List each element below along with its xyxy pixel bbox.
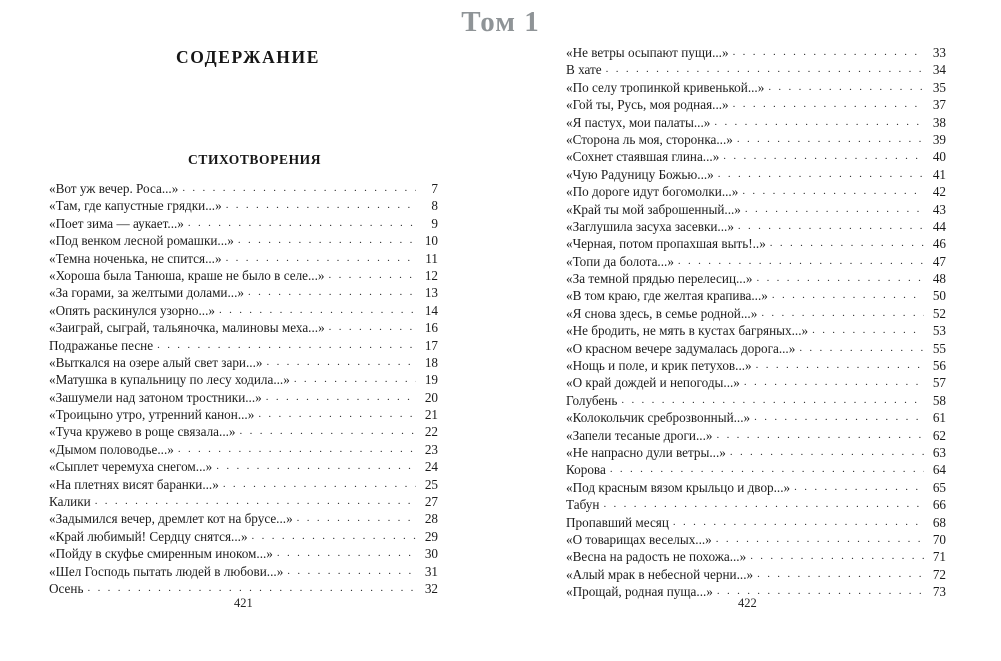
toc-entry: [566, 305, 946, 322]
toc-list-left: [49, 180, 438, 597]
dot-leader: [770, 235, 924, 252]
toc-entry: [566, 131, 946, 148]
dot-leader: [812, 322, 924, 339]
dot-leader: [266, 389, 416, 406]
dot-leader: [182, 180, 416, 197]
entry-title: «Туча кружево в роще связала...»: [49, 424, 236, 440]
toc-entry: [49, 354, 438, 371]
dot-leader: [266, 354, 416, 371]
entry-page: 47: [932, 253, 946, 269]
entry-title: «По дороге идут богомолки...»: [566, 184, 739, 200]
toc-entry: [566, 287, 946, 304]
toc-entry: [566, 496, 946, 513]
entry-title: «Зашумели над затоном тростники...»: [49, 389, 262, 405]
dot-leader: [745, 201, 924, 218]
entry-title: «Черная, потом пропахшая выть!..»: [566, 236, 766, 252]
dot-leader: [294, 371, 416, 388]
dot-leader: [794, 479, 924, 496]
entry-page: 23: [424, 441, 438, 457]
entry-page: 70: [932, 531, 946, 547]
dot-leader: [737, 131, 924, 148]
toc-entry: [49, 337, 438, 354]
entry-page: 62: [932, 427, 946, 443]
dot-leader: [188, 215, 416, 232]
entry-title: «По селу тропинкой кривенькой...»: [566, 79, 765, 95]
entry-page: 31: [424, 563, 438, 579]
entry-page: 55: [932, 340, 946, 356]
toc-entry: [49, 510, 438, 527]
dot-leader: [730, 444, 924, 461]
entry-title: «Под красным вязом крыльцо и двор...»: [566, 479, 791, 495]
dot-leader: [768, 79, 924, 96]
toc-entry: [566, 479, 946, 496]
dot-leader: [238, 232, 416, 249]
entry-page: 33: [932, 44, 946, 60]
entry-page: 18: [424, 354, 438, 370]
dot-leader: [761, 305, 924, 322]
entry-page: 22: [424, 424, 438, 440]
toc-entry: [49, 389, 438, 406]
entry-page: 48: [932, 271, 946, 287]
toc-entry: [566, 548, 946, 565]
entry-title: «Сторона ль моя, сторонка...»: [566, 131, 733, 147]
entry-title: «Шел Господь пытать людей в любови...»: [49, 563, 284, 579]
toc-entry: [566, 531, 946, 548]
dot-leader: [756, 357, 924, 374]
dot-leader: [226, 250, 416, 267]
entry-title: «Топи да болота...»: [566, 253, 674, 269]
entry-title: «Не ветры осыпают пущи...»: [566, 44, 729, 60]
entry-page: 58: [932, 392, 946, 408]
entry-page: 7: [431, 180, 438, 196]
entry-title: «О товарищах веселых...»: [566, 531, 712, 547]
entry-page: 53: [932, 323, 946, 339]
dot-leader: [248, 284, 416, 301]
entry-title: «Дымом половодье...»: [49, 441, 174, 457]
toc-entry: [49, 250, 438, 267]
dot-leader: [738, 218, 924, 235]
entry-page: 9: [431, 215, 438, 231]
dot-leader: [329, 319, 416, 336]
toc-entry: [566, 183, 946, 200]
toc-entry: [566, 374, 946, 391]
entry-title: «Выткался на озере алый свет зари...»: [49, 354, 263, 370]
dot-leader: [718, 166, 924, 183]
entry-page: 44: [932, 218, 946, 234]
toc-entry: [566, 166, 946, 183]
dot-leader: [733, 96, 924, 113]
entry-title: «Нощь и поле, и крик петухов...»: [566, 358, 752, 374]
dot-leader: [610, 461, 924, 478]
entry-page: 37: [932, 97, 946, 113]
entry-title: «За горами, за желтыми долами...»: [49, 285, 244, 301]
entry-page: 30: [424, 546, 438, 562]
entry-title: «Пойду в скуфье смиренным иноком...»: [49, 546, 273, 562]
entry-title: «Заглушила засуха засевки...»: [566, 218, 734, 234]
entry-page: 13: [424, 285, 438, 301]
entry-page: 8: [431, 198, 438, 214]
entry-page: 14: [424, 302, 438, 318]
entry-title: «Вот уж вечер. Роса...»: [49, 180, 179, 196]
dot-leader: [95, 493, 416, 510]
entry-page: 65: [932, 479, 946, 495]
dot-leader: [716, 427, 924, 444]
entry-page: 56: [932, 358, 946, 374]
entry-title: «Я снова здесь, в семье родной...»: [566, 305, 758, 321]
left-page: [0, 0, 500, 661]
entry-title: «Колокольчик среброзвонный...»: [566, 410, 751, 426]
entry-page: 46: [932, 236, 946, 252]
entry-page: 40: [932, 149, 946, 165]
section-heading: СТИХОТВОРЕНИЯ: [188, 152, 322, 167]
entry-page: 20: [424, 389, 438, 405]
dot-leader: [673, 514, 924, 531]
toc-entry: [566, 566, 946, 583]
dot-leader: [714, 114, 924, 131]
entry-title: Подражанье песне: [49, 337, 154, 353]
toc-entry: [49, 232, 438, 249]
toc-entry: [49, 545, 438, 562]
dot-leader: [252, 528, 416, 545]
dot-leader: [733, 44, 924, 61]
entry-page: 28: [424, 511, 438, 527]
toc-entry: [49, 180, 438, 197]
dot-leader: [757, 566, 924, 583]
toc-entry: [566, 61, 946, 78]
entry-page: 72: [932, 566, 946, 582]
page-number-left: 421: [234, 596, 253, 610]
dot-leader: [744, 374, 924, 391]
entry-page: 39: [932, 131, 946, 147]
entry-title: «Весна на радость не похожа...»: [566, 549, 747, 565]
entry-title: Голубень: [566, 392, 618, 408]
entry-page: 21: [424, 407, 438, 423]
toc-entry: [566, 235, 946, 252]
entry-page: 42: [932, 184, 946, 200]
toc-entry: [566, 427, 946, 444]
dot-leader: [287, 563, 416, 580]
toc-entry: [566, 392, 946, 409]
entry-title: Осень: [49, 580, 84, 596]
dot-leader: [157, 337, 416, 354]
entry-title: «Хороша была Танюша, краше не было в селе...»: [49, 267, 325, 283]
entry-page: 41: [932, 166, 946, 182]
dot-leader: [219, 302, 416, 319]
toc-entry: [49, 284, 438, 301]
dot-leader: [621, 392, 924, 409]
dot-leader: [799, 340, 924, 357]
dot-leader: [750, 548, 924, 565]
toc-entry: [566, 96, 946, 113]
entry-title: «Чую Радуницу Божью...»: [566, 166, 714, 182]
entry-page: 16: [424, 320, 438, 336]
toc-entry: [566, 357, 946, 374]
dot-leader: [606, 61, 924, 78]
entry-title: «Не бродить, не мять в кустах багряных...»: [566, 323, 809, 339]
volume-title: Том 1: [461, 6, 540, 38]
entry-title: «О красном вечере задумалась дорога...»: [566, 340, 796, 356]
dot-leader: [328, 267, 416, 284]
entry-page: 34: [932, 62, 946, 78]
entry-title: «Прощай, родная пуща...»: [566, 584, 713, 600]
dot-leader: [178, 441, 416, 458]
toc-entry: [566, 253, 946, 270]
toc-entry: [566, 148, 946, 165]
dot-leader: [226, 197, 416, 214]
entry-page: 63: [932, 444, 946, 460]
toc-entry: [49, 302, 438, 319]
entry-page: 29: [424, 528, 438, 544]
toc-entry: [49, 493, 438, 510]
toc-entry: [49, 267, 438, 284]
entry-page: 27: [424, 494, 438, 510]
entry-title: Табун: [566, 497, 600, 513]
dot-leader: [87, 580, 416, 597]
entry-title: «В том краю, где желтая крапива...»: [566, 288, 768, 304]
entry-title: Пропавший месяц: [566, 514, 669, 530]
dot-leader: [240, 423, 416, 440]
entry-page: 38: [932, 114, 946, 130]
entry-title: «Не напрасно дули ветры...»: [566, 444, 726, 460]
toc-entry: [566, 201, 946, 218]
toc-entry: [566, 409, 946, 426]
entry-page: 57: [932, 375, 946, 391]
toc-entry: [49, 197, 438, 214]
dot-leader: [258, 406, 416, 423]
dot-leader: [678, 253, 924, 270]
dot-leader: [277, 545, 416, 562]
entry-title: «Темна ноченька, не спится...»: [49, 250, 222, 266]
toc-entry: [566, 270, 946, 287]
toc-entry: [49, 580, 438, 597]
entry-page: 17: [424, 337, 438, 353]
dot-leader: [754, 409, 924, 426]
entry-title: Калики: [49, 494, 91, 510]
entry-title: «Там, где капустные грядки...»: [49, 198, 222, 214]
entry-page: 35: [932, 79, 946, 95]
entry-page: 61: [932, 410, 946, 426]
entry-page: 19: [424, 372, 438, 388]
right-page: [500, 0, 1001, 661]
entry-title: «Я пастух, мои палаты...»: [566, 114, 711, 130]
toc-entry: [49, 563, 438, 580]
dot-leader: [742, 183, 924, 200]
toc-entry: [49, 423, 438, 440]
entry-title: «За темной прядью перелесиц...»: [566, 271, 753, 287]
entry-page: 64: [932, 462, 946, 478]
toc-entry: [566, 79, 946, 96]
entry-title: «Матушка в купальницу по лесу ходила...»: [49, 372, 290, 388]
toc-entry: [49, 476, 438, 493]
entry-title: «На плетнях висят баранки...»: [49, 476, 219, 492]
entry-title: «Алый мрак в небесной черни...»: [566, 566, 754, 582]
entry-page: 73: [932, 584, 946, 600]
entry-page: 52: [932, 305, 946, 321]
entry-page: 66: [932, 497, 946, 513]
toc-entry: [49, 371, 438, 388]
toc-entry: [566, 322, 946, 339]
entry-title: «О край дождей и непогоды...»: [566, 375, 740, 391]
entry-title: «Край любимый! Сердцу снятся...»: [49, 528, 248, 544]
entry-title: «Задымился вечер, дремлет кот на брусе...»: [49, 511, 293, 527]
toc-entry: [566, 340, 946, 357]
entry-page: 32: [424, 580, 438, 596]
toc-entry: [49, 441, 438, 458]
entry-page: 11: [425, 250, 438, 266]
toc-entry: [49, 215, 438, 232]
entry-page: 68: [932, 514, 946, 530]
dot-leader: [297, 510, 416, 527]
dot-leader: [603, 496, 924, 513]
entry-title: «Сохнет стаявшая глина...»: [566, 149, 720, 165]
entry-title: «Заиграй, сыграй, тальяночка, малиновы меха...»: [49, 320, 325, 336]
toc-entry: [566, 44, 946, 61]
toc-entry: [566, 218, 946, 235]
entry-page: 12: [424, 267, 438, 283]
toc-entry: [566, 461, 946, 478]
entry-title: Корова: [566, 462, 606, 478]
contents-heading: СОДЕРЖАНИЕ: [176, 47, 321, 67]
entry-page: 43: [932, 201, 946, 217]
entry-title: «Троицыно утро, утренний канон...»: [49, 407, 255, 423]
entry-page: 25: [424, 476, 438, 492]
entry-page: 71: [932, 549, 946, 565]
entry-page: 10: [424, 233, 438, 249]
toc-entry: [49, 319, 438, 336]
entry-title: «Гой ты, Русь, моя родная...»: [566, 97, 729, 113]
entry-title: «Край ты мой заброшенный...»: [566, 201, 741, 217]
entry-page: 24: [424, 459, 438, 475]
toc-entry: [566, 514, 946, 531]
dot-leader: [723, 148, 924, 165]
entry-title: «Поет зима — аукает...»: [49, 215, 184, 231]
toc-entry: [49, 406, 438, 423]
entry-title: В хате: [566, 62, 602, 78]
toc-list-right: [566, 44, 946, 601]
dot-leader: [772, 287, 924, 304]
dot-leader: [756, 270, 924, 287]
entry-title: «Сыплет черемуха снегом...»: [49, 459, 213, 475]
entry-title: «Опять раскинулся узорно...»: [49, 302, 215, 318]
toc-entry: [49, 458, 438, 475]
page-number-right: 422: [738, 596, 757, 610]
toc-entry: [566, 444, 946, 461]
entry-title: «Запели тесаные дроги...»: [566, 427, 713, 443]
dot-leader: [716, 531, 924, 548]
entry-page: 50: [932, 288, 946, 304]
dot-leader: [216, 458, 416, 475]
toc-entry: [49, 528, 438, 545]
entry-title: «Под венком лесной ромашки...»: [49, 233, 234, 249]
dot-leader: [223, 476, 416, 493]
toc-entry: [566, 114, 946, 131]
